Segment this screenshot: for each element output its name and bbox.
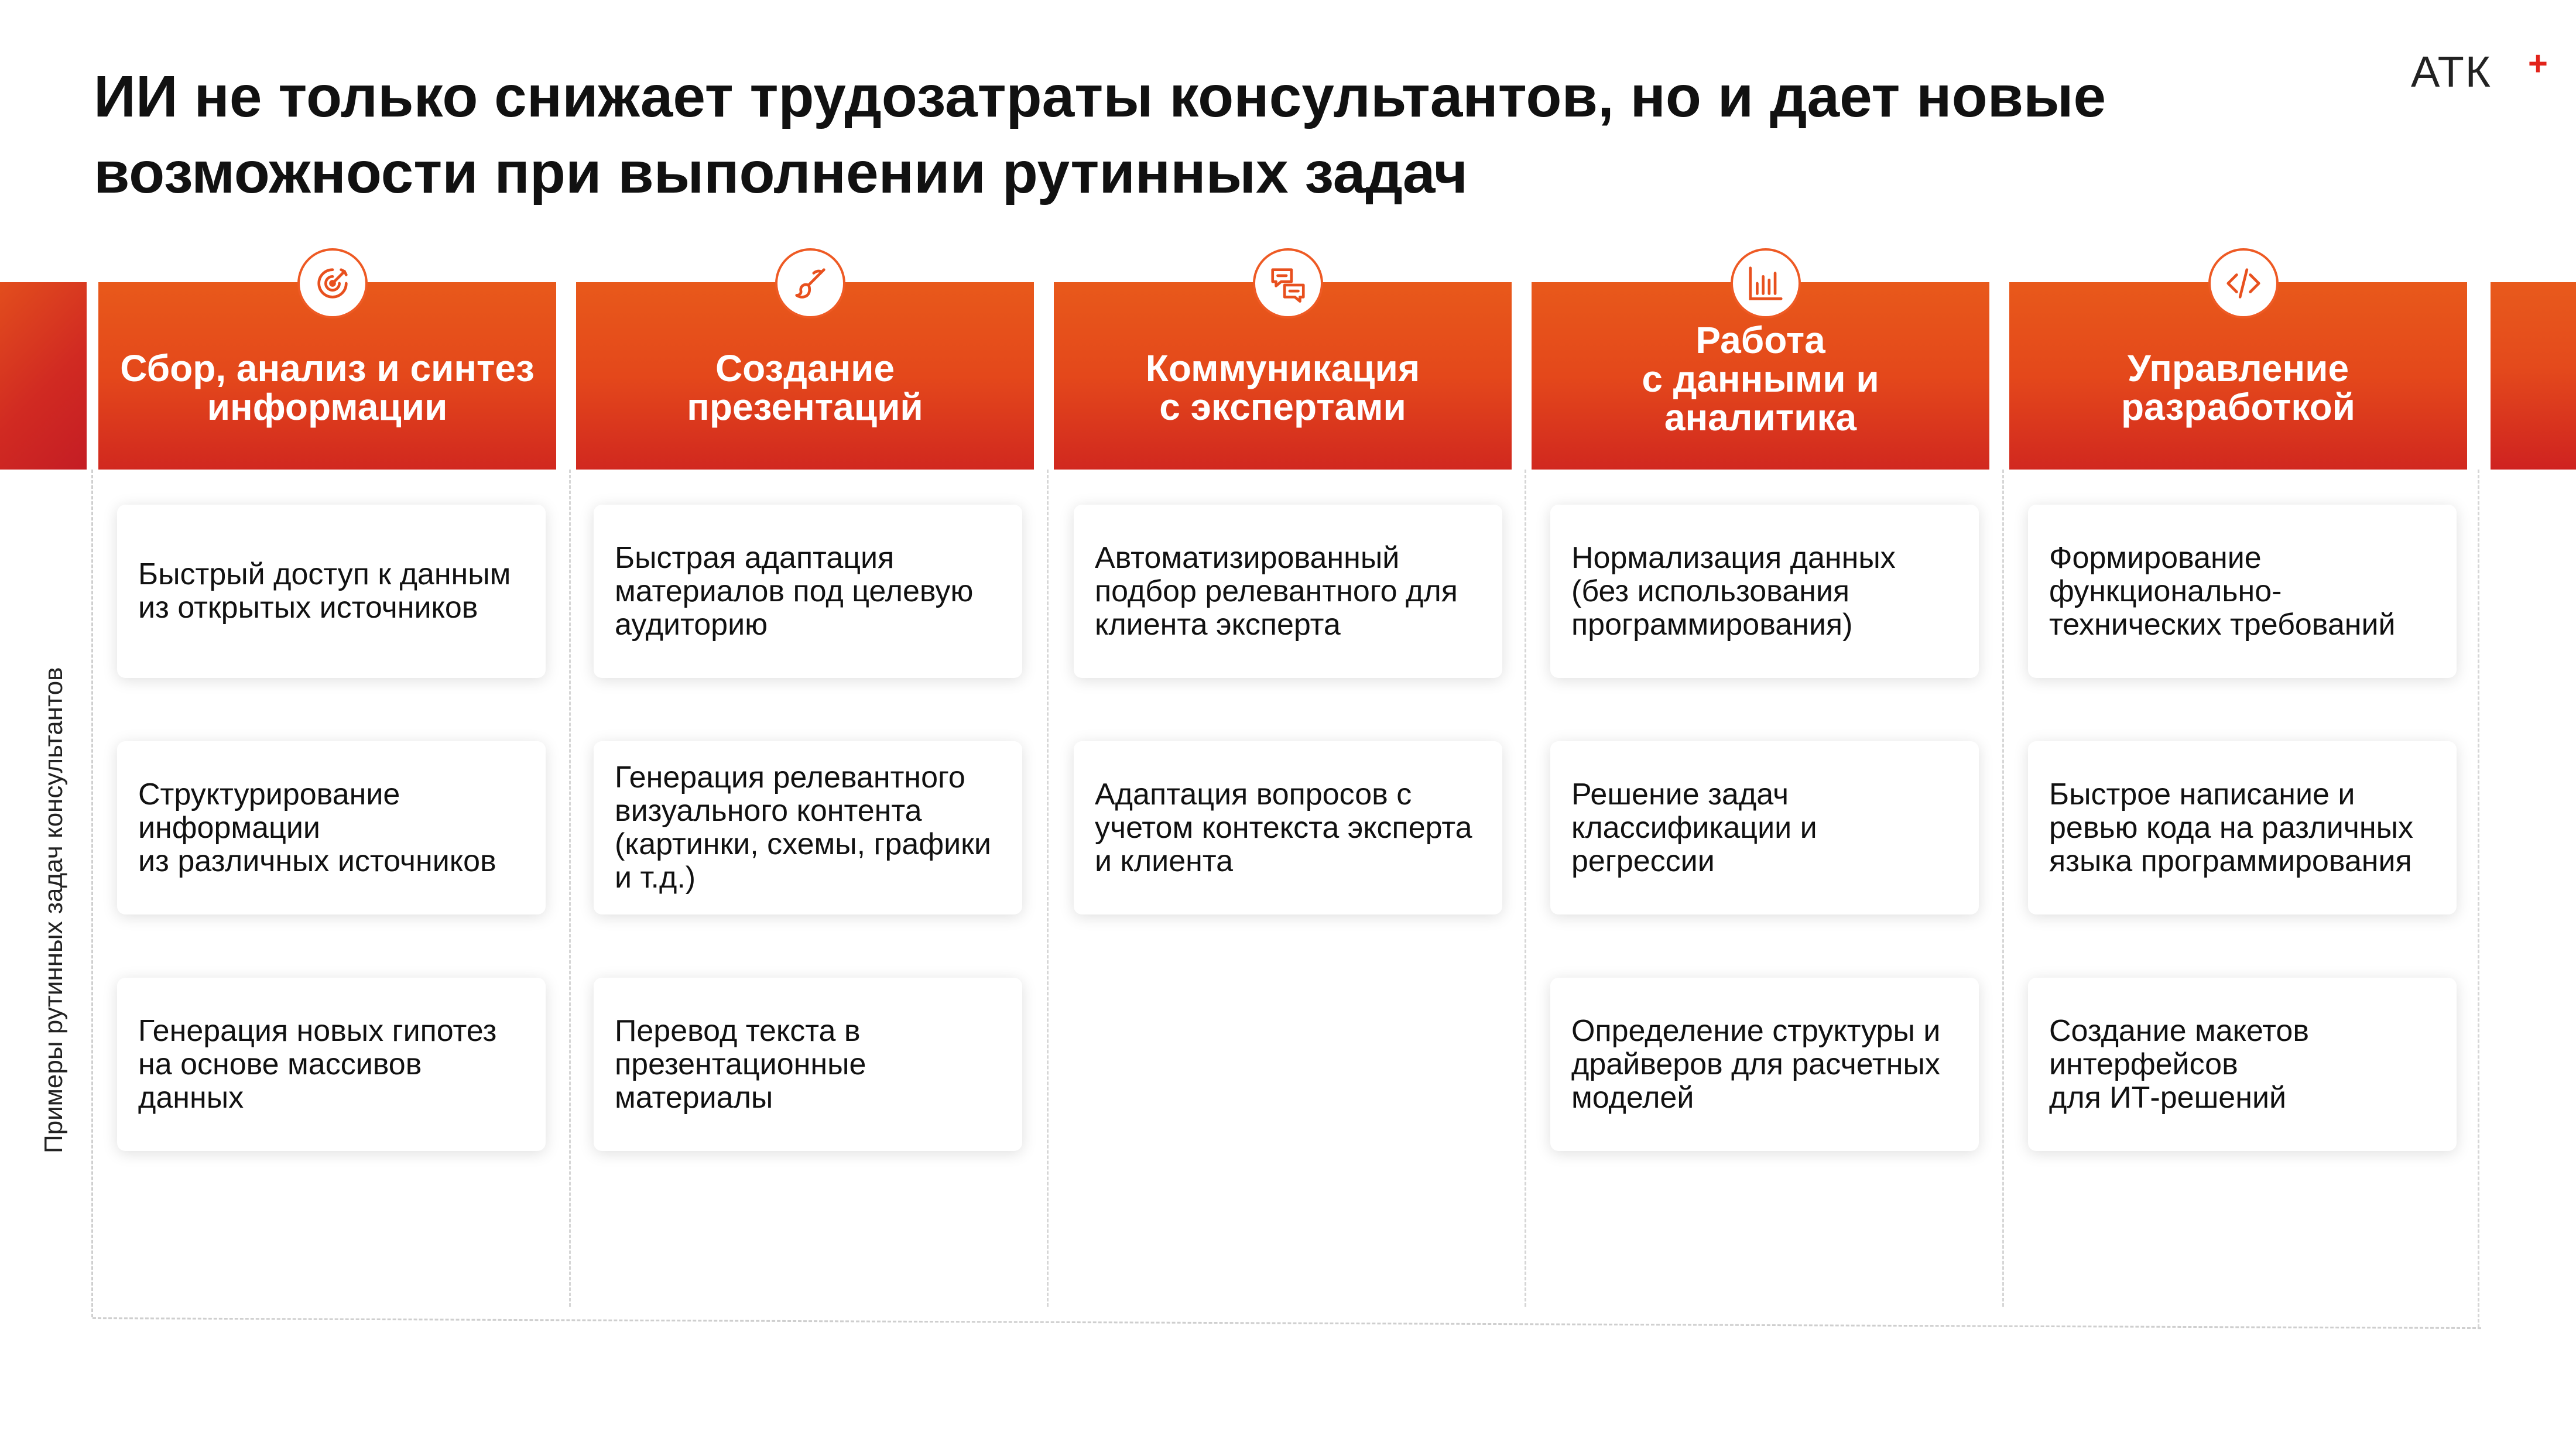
card-line: языка программирования [2049,844,2412,878]
card-line: интерфейсов [2049,1047,2238,1081]
slide-title-line-2: возможности при выполнении рутинных задач [94,140,1468,205]
task-card [1550,978,1979,1151]
task-card [2028,741,2457,914]
card-text [1571,778,1817,878]
card-line: на основе массивов [138,1047,422,1081]
column-heading-2 [687,326,923,426]
card-line: Перевод текста в [615,1013,861,1048]
card-line: и клиента [1095,844,1234,878]
card-text [138,558,511,625]
card-text [615,542,973,642]
column-divider [1525,470,1526,1307]
card-line: данных [138,1080,244,1115]
column-divider [1047,470,1049,1307]
card-line: клиента эксперта [1095,607,1341,642]
column-heading-5 [2121,326,2355,426]
card-line: Создание макетов [2049,1013,2309,1048]
task-card [594,978,1022,1151]
card-line: технических требований [2049,607,2396,642]
card-line: программирования) [1571,607,1853,642]
card-line: моделей [1571,1080,1694,1115]
slide-title-line-1: ИИ не только снижает трудозатраты консультантов, но и дает новые [94,64,2106,129]
card-line: Быстрая адаптация [615,540,895,575]
card-line: (без использования [1571,574,1850,608]
card-line: для ИТ-решений [2049,1080,2287,1115]
heading-line: с экспертами [1159,386,1406,428]
card-line: презентационные [615,1047,866,1081]
card-text [615,761,991,895]
card-text [1571,542,1896,642]
card-line: Адаптация вопросов с [1095,777,1412,811]
card-text [2049,1015,2309,1115]
column-heading-3 [1146,326,1420,426]
task-card [1074,741,1502,914]
heading-line: презентаций [687,386,923,428]
side-label: Примеры рутинных задач консультантов [39,667,68,1153]
card-line: Нормализация данных [1571,540,1896,575]
slide-title [94,59,2377,211]
chat-bubbles-icon [1253,248,1323,318]
brush-icon [775,248,845,318]
card-line: Определение структуры и [1571,1013,1941,1048]
card-line: Структурирование [138,777,400,811]
card-line: регрессии [1571,844,1715,878]
heading-line: аналитика [1664,396,1857,439]
card-line: из различных источников [138,844,496,878]
logo-plus-mark: + [2528,44,2549,83]
bar-chart-icon [1731,248,1801,318]
card-line: материалов под целевую [615,574,974,608]
card-line: Быстрое написание и [2049,777,2355,811]
card-text [2049,542,2396,642]
card-line: Генерация новых гипотез [138,1013,497,1048]
card-line: Автоматизированный [1095,540,1400,575]
task-card [2028,978,2457,1151]
frame-left-border [91,470,93,1317]
card-line: Генерация релевантного [615,761,965,794]
heading-line: Сбор, анализ и синтез [120,347,535,389]
card-line: из открытых источников [138,591,478,625]
column-divider [569,470,571,1307]
column-heading-1 [120,326,535,426]
band-left-edge [0,282,87,470]
heading-line: Создание [715,347,895,389]
card-line: функционально- [2049,574,2282,608]
frame-right-border [2478,470,2479,1328]
card-line: ревью кода на различных [2049,810,2413,845]
task-card [594,505,1022,678]
band-right-edge [2491,282,2576,470]
task-card [117,741,546,914]
task-card [1074,505,1502,678]
heading-line: Работа [1695,319,1825,361]
target-icon [297,248,368,318]
heading-line: разработкой [2121,386,2355,428]
column-divider [2002,470,2004,1307]
card-line: Формирование [2049,540,2262,575]
atk-logo [2411,44,2549,98]
frame-bottom-border [93,1317,2481,1329]
task-card [594,741,1022,914]
card-text [1095,542,1458,642]
column-heading-4 [1642,315,1879,437]
task-card [1550,505,1979,678]
heading-line: с данными и [1642,358,1879,400]
task-card [117,505,546,678]
heading-line: Управление [2127,347,2349,389]
card-line: и т.д.) [615,861,696,895]
card-line: материалы [615,1080,773,1115]
card-text [1571,1015,1940,1115]
heading-line: Коммуникация [1145,347,1420,389]
card-line: Быстрый доступ к данным [138,557,511,591]
card-text [138,1015,496,1115]
card-line: информации [138,810,320,845]
card-text [138,778,496,878]
task-card [2028,505,2457,678]
card-text [615,1015,866,1115]
card-line: (картинки, схемы, графики [615,827,991,861]
logo-text: АТК [2411,47,2492,96]
card-text [2049,778,2413,878]
card-line: учетом контекста эксперта [1095,810,1472,845]
card-line: аудиторию [615,607,768,642]
card-text [1095,778,1472,878]
card-line: визуального контента [615,794,922,828]
code-icon [2208,248,2279,318]
card-line: классификации и [1571,810,1817,845]
heading-line: информации [207,386,448,428]
task-card [117,978,546,1151]
card-line: Решение задач [1571,777,1789,811]
card-line: подбор релевантного для [1095,574,1458,608]
card-line: драйверов для расчетных [1571,1047,1940,1081]
task-card [1550,741,1979,914]
